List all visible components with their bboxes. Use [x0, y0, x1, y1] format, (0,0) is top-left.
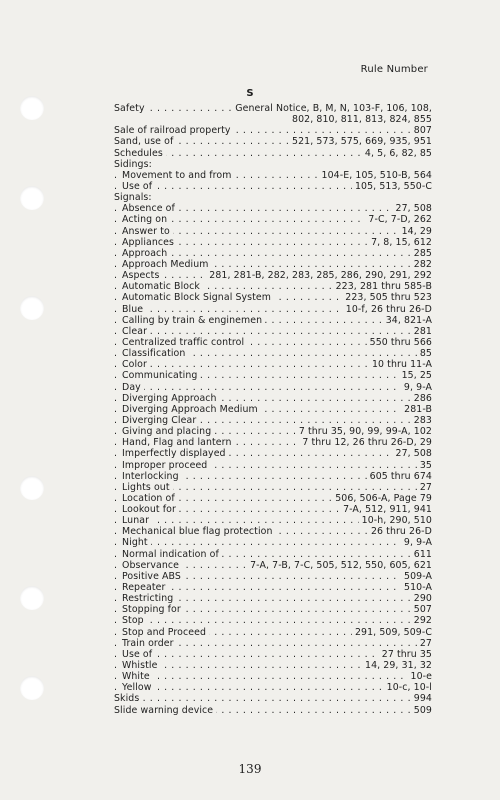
entry-term: Schedules — [114, 148, 166, 159]
index-entry — [114, 671, 432, 682]
index-entry — [114, 627, 432, 638]
binder-hole-4 — [20, 476, 44, 500]
index-entry — [114, 649, 432, 660]
entry-term: Lights out — [122, 482, 173, 493]
entry-term: Positive ABS — [122, 571, 184, 582]
entry-term: Acting on — [122, 214, 170, 225]
entry-rule-reference: 7-A, 7-B, 7-C, 505, 512, 550, 605, 621 — [247, 560, 432, 571]
entry-term: Answer to — [122, 226, 173, 237]
entry-rule-reference: 506, 506-A, Page 79 — [332, 493, 432, 504]
index-entry — [114, 237, 432, 248]
entry-rule-reference: 7-A, 512, 911, 941 — [340, 504, 432, 515]
entry-term: Night — [122, 537, 151, 548]
entry-term: Giving and placing — [122, 426, 214, 437]
entry-term: Diverging Approach — [122, 393, 220, 404]
entry-term: Movement to and from — [122, 170, 234, 181]
entry-term: Imperfectly displayed — [122, 448, 229, 459]
index-entry — [114, 203, 432, 214]
entry-term: Stop — [122, 615, 147, 626]
entry-rule-reference: 283 — [411, 415, 432, 426]
index-entry — [114, 504, 432, 515]
entry-term: Sidings: — [114, 159, 155, 170]
entry-term: Skids — [114, 693, 142, 704]
entry-rule-reference: 994 — [411, 693, 432, 704]
entry-rule-reference: 27, 508 — [393, 448, 432, 459]
index-entry — [114, 359, 432, 370]
entry-term: Slide warning device — [114, 705, 216, 716]
entry-term: Appliances — [122, 237, 177, 248]
index-entry — [114, 125, 432, 136]
index-entry — [114, 604, 432, 615]
entry-term: Whistle — [122, 660, 160, 671]
entry-term: Aspects — [122, 270, 162, 281]
entry-rule-reference: 85 — [417, 348, 432, 359]
index-entry — [114, 560, 432, 571]
index-entry — [114, 471, 432, 482]
entry-term: Diverging Approach Medium — [122, 404, 261, 415]
entry-rule-reference-continued: 802, 810, 811, 813, 824, 855 — [292, 114, 432, 126]
entry-rule-reference: 14, 29 — [399, 226, 432, 237]
index-entry — [114, 693, 432, 704]
entry-rule-reference: 10-c, 10-l — [384, 682, 432, 693]
index-entry — [114, 460, 432, 471]
entry-rule-reference: 605 thru 674 — [367, 471, 432, 482]
entry-rule-reference: 223, 281 thru 585-B — [333, 281, 432, 292]
entry-term: Safety — [114, 103, 148, 114]
entry-rule-reference: 10-h, 290, 510 — [359, 515, 432, 526]
entry-term: Automatic Block — [122, 281, 203, 292]
entry-term: Sand, use of — [114, 136, 176, 147]
entry-rule-reference: 7, 8, 15, 612 — [368, 237, 432, 248]
entry-term: Signals: — [114, 192, 155, 203]
index-entry — [114, 248, 432, 259]
entry-rule-reference: 550 thru 566 — [367, 337, 432, 348]
index-list — [114, 103, 432, 716]
index-entry — [114, 192, 432, 203]
index-entry — [114, 136, 432, 147]
entry-term: White — [122, 671, 153, 682]
entry-term: Day — [122, 382, 144, 393]
entry-rule-reference: 4, 5, 6, 82, 85 — [362, 148, 432, 159]
index-entry — [114, 226, 432, 237]
entry-rule-reference: 223, 505 thru 523 — [342, 292, 432, 303]
index-entry — [114, 705, 432, 716]
entry-term: Observance — [122, 560, 182, 571]
entry-rule-reference: 292 — [411, 615, 432, 626]
entry-rule-reference: 281, 281-B, 282, 283, 285, 286, 290, 291, 292 — [206, 270, 432, 281]
entry-rule-reference: 27 thru 35 — [379, 649, 432, 660]
entry-rule-reference: 14, 29, 31, 32 — [362, 660, 432, 671]
entry-term: Color — [122, 359, 150, 370]
entry-rule-reference: 507 — [411, 604, 432, 615]
entry-term: Sale of railroad property — [114, 125, 234, 136]
entry-rule-reference: 10-e — [408, 671, 432, 682]
entry-rule-reference: 285 — [411, 248, 432, 259]
index-entry — [114, 526, 432, 537]
index-entry — [114, 337, 432, 348]
entry-term: Centralized traffic control — [122, 337, 247, 348]
index-entry — [114, 214, 432, 225]
entry-rule-reference: 27 — [417, 638, 432, 649]
index-entry — [114, 404, 432, 415]
entry-rule-reference: 104-E, 105, 510-B, 564 — [319, 170, 432, 181]
entry-term: Lunar — [122, 515, 152, 526]
entry-rule-reference: 281-B — [401, 404, 432, 415]
entry-rule-reference: 26 thru 26-D — [368, 526, 432, 537]
entry-rule-reference: 7 thru 12, 26 thru 26-D, 29 — [299, 437, 432, 448]
entry-term: Diverging Clear — [122, 415, 199, 426]
index-entry — [114, 382, 432, 393]
index-entry — [114, 638, 432, 649]
entry-rule-reference: 9, 9-A — [401, 537, 432, 548]
entry-rule-reference: 509-A — [401, 571, 432, 582]
entry-rule-reference: 286 — [411, 393, 432, 404]
entry-rule-reference: 35 — [417, 460, 432, 471]
entry-term: Hand, Flag and lantern — [122, 437, 235, 448]
index-entry — [114, 170, 432, 181]
index-entry — [114, 370, 432, 381]
entry-term: Yellow — [122, 682, 154, 693]
index-entry — [114, 259, 432, 270]
index-entry — [114, 326, 432, 337]
page-number: 139 — [238, 762, 262, 776]
entry-rule-reference: 281 — [411, 326, 432, 337]
entry-rule-reference: 510-A — [401, 582, 432, 593]
binder-hole-6 — [20, 676, 44, 700]
index-entry — [114, 292, 432, 303]
index-entry — [114, 537, 432, 548]
index-entry — [114, 593, 432, 604]
entry-term: Blue — [122, 304, 146, 315]
entry-rule-reference: 807 — [411, 125, 432, 136]
index-entry — [114, 549, 432, 560]
entry-rule-reference: 10 thru 11-A — [369, 359, 432, 370]
index-entry — [114, 582, 432, 593]
entry-term: Improper proceed — [122, 460, 210, 471]
entry-term: Restricting — [122, 593, 176, 604]
entry-rule-reference: 105, 513, 550-C — [352, 181, 432, 192]
index-entry — [114, 571, 432, 582]
entry-rule-reference: 9, 9-A — [401, 382, 432, 393]
entry-term: Clear — [122, 326, 150, 337]
index-entry — [114, 181, 432, 192]
index-entry — [114, 415, 432, 426]
entry-rule-reference: 34, 821-A — [383, 315, 432, 326]
entry-rule-reference: 27, 508 — [393, 203, 432, 214]
entry-rule-reference: 7 thru 35, 90, 99, 99-A, 102 — [296, 426, 432, 437]
entry-rule-reference: 509 — [411, 705, 432, 716]
section-letter: S — [246, 88, 254, 99]
index-entry — [114, 682, 432, 693]
entry-rule-reference: 15, 25 — [399, 370, 432, 381]
binder-hole-3 — [20, 296, 44, 320]
entry-term: Approach Medium — [122, 259, 212, 270]
entry-rule-reference: 7-C, 7-D, 262 — [365, 214, 432, 225]
index-entry — [114, 515, 432, 526]
index-entry — [114, 304, 432, 315]
entry-term: Interlocking — [122, 471, 182, 482]
rule-number-heading: Rule Number — [360, 64, 428, 75]
entry-term: Location of — [122, 493, 178, 504]
entry-term: Mechanical blue flag protection — [122, 526, 276, 537]
index-entry — [114, 270, 432, 281]
entry-rule-reference: 27 — [417, 482, 432, 493]
binder-hole-2 — [20, 186, 44, 210]
entry-term: Normal indication of — [122, 549, 222, 560]
entry-rule-reference: 611 — [411, 549, 432, 560]
index-entry — [114, 393, 432, 404]
entry-term: Stop and Proceed — [122, 627, 209, 638]
entry-term: Communicating — [122, 370, 200, 381]
entry-term: Use of — [122, 649, 155, 660]
entry-rule-reference: 291, 509, 509-C — [352, 627, 432, 638]
entry-term: Automatic Block Signal System — [122, 292, 274, 303]
entry-term: Stopping for — [122, 604, 184, 615]
entry-term: Absence of — [122, 203, 178, 214]
index-entry — [114, 493, 432, 504]
index-entry — [114, 660, 432, 671]
index-entry — [114, 148, 432, 159]
index-entry — [114, 426, 432, 437]
entry-rule-reference: General Notice, B, M, N, 103-F, 106, 108, — [232, 103, 432, 114]
index-entry — [114, 315, 432, 326]
entry-term: Lookout for — [122, 504, 179, 515]
entry-rule-reference: 290 — [411, 593, 432, 604]
index-entry — [114, 348, 432, 359]
index-entry — [114, 448, 432, 459]
index-entry — [114, 437, 432, 448]
entry-rule-reference: 10-f, 26 thru 26-D — [343, 304, 432, 315]
entry-term: Classification — [122, 348, 188, 359]
entry-term: Approach — [122, 248, 170, 259]
index-entry — [114, 103, 432, 114]
entry-rule-reference: 282 — [411, 259, 432, 270]
index-entry — [114, 281, 432, 292]
binder-hole-5 — [20, 586, 44, 610]
entry-term: Use of — [122, 181, 155, 192]
index-entry — [114, 159, 432, 170]
index-entry — [114, 615, 432, 626]
entry-rule-reference: 521, 573, 575, 669, 935, 951 — [289, 136, 432, 147]
entry-term: Calling by train & enginemen — [122, 315, 265, 326]
index-entry — [114, 482, 432, 493]
entry-term: Repeater — [122, 582, 168, 593]
entry-term: Train order — [122, 638, 177, 649]
